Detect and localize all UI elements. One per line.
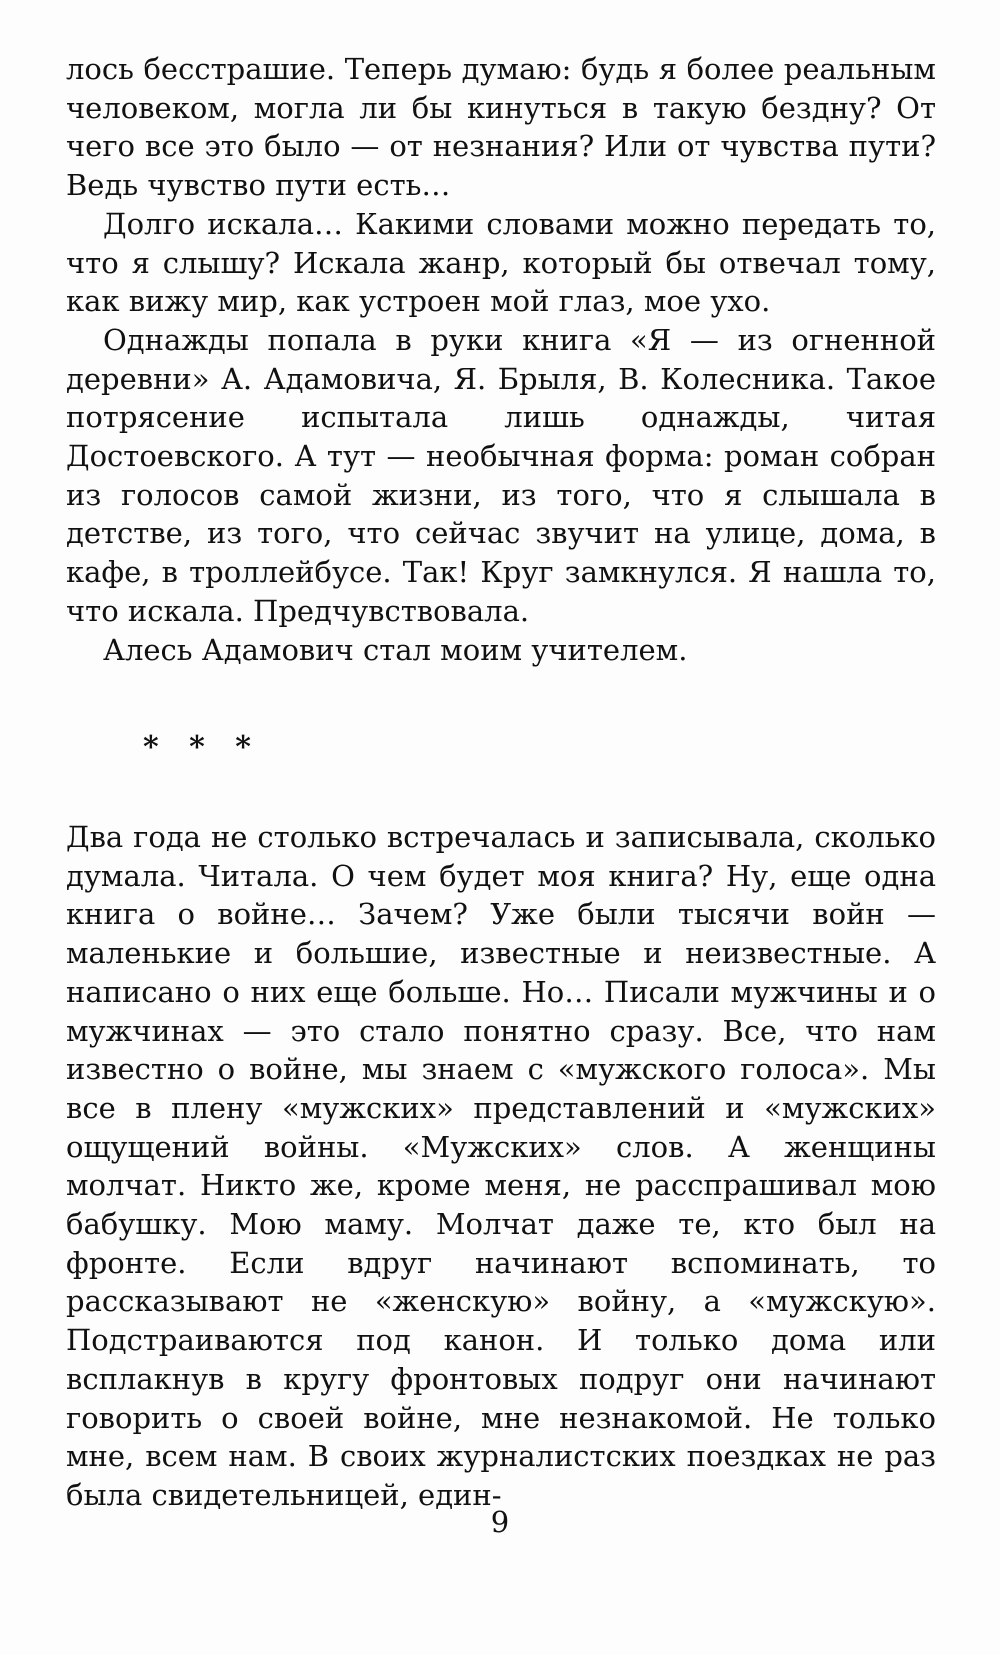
text-section-2 [66, 818, 936, 1515]
section-separator: * * * [143, 730, 261, 765]
paragraph: Долго искала… Какими словами можно передать то, что я слышу? Искала жанр, который бы отвечал тому, как вижу мир, как устроен мой глаз, мое ухо. [66, 206, 936, 319]
paragraph: Однажды попала в руки книга «Я — из огненной деревни» А. Адамовича, Я. Брыля, В. Колесника. Такое потрясение испытала лишь однажды, читая Достоевского. А тут — необычная форма: роман собран из голосов самой жизни, из того, что я слышала в детстве, из того, что сейчас звучит на улице, дома, в кафе, в троллейбусе. Так! Круг замкнулся. Я нашла то, что искала. Предчувствовала. [66, 322, 936, 628]
paragraph: Алесь Адамович стал моим учителем. [103, 632, 688, 667]
paragraph: Два года не столько встречалась и записывала, сколько думала. Читала. О чем будет моя книга? Ну, еще одна книга о войне… Зачем? Уже были тысячи войн — маленькие и большие, известные и неизвестные. А написано о них еще больше. Но… Писали мужчины и о мужчинах — это стало понятно сразу. Все, что нам известно о войне, мы знаем с «мужского голоса». Мы все в плену «мужских» представлений и «мужских» ощущений войны. «Мужских» слов. А женщины молчат. Никто же, кроме меня, не расспрашивал мою бабушку. Мою маму. Молчат даже те, кто был на фронте. Если вдруг начинают вспоминать, то рассказывают не «женскую» войну, а «мужскую». Подстраиваются под канон. И только дома или всплакнув в кругу фронтовых подруг они начинают говорить о своей войне, мне незнакомой. Не только мне, всем нам. В своих журналистских поездках не раз была свидетельницей, един- [66, 820, 936, 1512]
text-section-1 [66, 50, 936, 669]
page-number: 9 [490, 1505, 510, 1539]
paragraph: лось бесстрашие. Теперь думаю: будь я более реальным человеком, могла ли бы кинуться в такую бездну? От чего все это было — от незнания? Или от чувства пути? Ведь чувство пути есть… [66, 52, 936, 203]
